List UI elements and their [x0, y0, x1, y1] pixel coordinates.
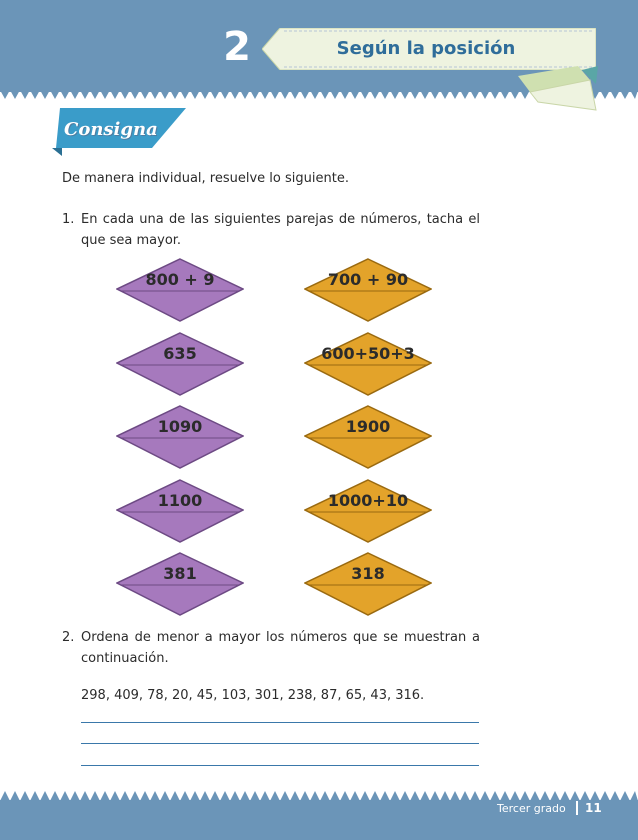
- diamond-label: 700 + 90: [327, 270, 409, 289]
- exercise-1-number: 1.: [62, 212, 75, 227]
- diamond-shape: [116, 405, 244, 469]
- diamond-shape: [116, 552, 244, 616]
- diamond-right-3[interactable]: [304, 405, 432, 469]
- diamond-right-5[interactable]: [304, 552, 432, 616]
- consigna-text: Consigna: [64, 119, 158, 140]
- answer-line-3[interactable]: [81, 765, 479, 766]
- diamond-label: 1000+10: [327, 491, 409, 510]
- page-number: 11: [585, 801, 602, 815]
- diamond-label: 1090: [157, 417, 203, 436]
- diamond-label: 635: [163, 344, 197, 363]
- decorative-ribbon-icon: [518, 66, 598, 112]
- diamond-left-2[interactable]: [116, 332, 244, 396]
- diamond-label: 1900: [345, 417, 391, 436]
- footer-grade: Tercer grado: [497, 802, 566, 815]
- diamond-right-2[interactable]: [304, 332, 432, 396]
- consigna-label: [52, 108, 186, 156]
- numbers-to-order: 298, 409, 78, 20, 45, 103, 301, 238, 87, 65, 43, 316.: [81, 688, 425, 703]
- diamond-label: 600+50+3: [321, 344, 415, 363]
- diamond-shape: [304, 258, 432, 322]
- exercise-2: [62, 627, 480, 669]
- diamond-left-3[interactable]: [116, 405, 244, 469]
- diamond-shape: [116, 258, 244, 322]
- diamond-label: 381: [163, 564, 197, 583]
- footer-separator: [576, 801, 578, 815]
- diamond-shape: [304, 332, 432, 396]
- diamond-label: 800 + 9: [145, 270, 215, 289]
- lesson-number: 2: [223, 24, 251, 70]
- exercise-2-number: 2.: [62, 630, 75, 645]
- diamond-shape: [116, 332, 244, 396]
- diamond-label: 318: [351, 564, 385, 583]
- exercise-1-text: En cada una de las siguientes parejas de números, tacha el que sea mayor.: [81, 212, 480, 248]
- diamond-label: 1100: [157, 491, 203, 510]
- diamond-right-4[interactable]: [304, 479, 432, 543]
- diamond-left-1[interactable]: [116, 258, 244, 322]
- diamond-right-1[interactable]: [304, 258, 432, 322]
- lesson-title-ribbon: [262, 28, 596, 70]
- diamond-shape: [304, 552, 432, 616]
- diamond-shape: [116, 479, 244, 543]
- diamond-shape: [304, 479, 432, 543]
- answer-line-2[interactable]: [81, 743, 479, 744]
- diamond-shape: [304, 405, 432, 469]
- diamond-left-5[interactable]: [116, 552, 244, 616]
- instructions-text: De manera individual, resuelve lo siguiente.: [62, 171, 349, 186]
- answer-line-1[interactable]: [81, 722, 479, 723]
- lesson-title: Según la posición: [336, 38, 516, 59]
- exercise-2-text: Ordena de menor a mayor los números que se muestran a continuación.: [81, 630, 480, 666]
- exercise-1: [62, 209, 480, 251]
- diamond-left-4[interactable]: [116, 479, 244, 543]
